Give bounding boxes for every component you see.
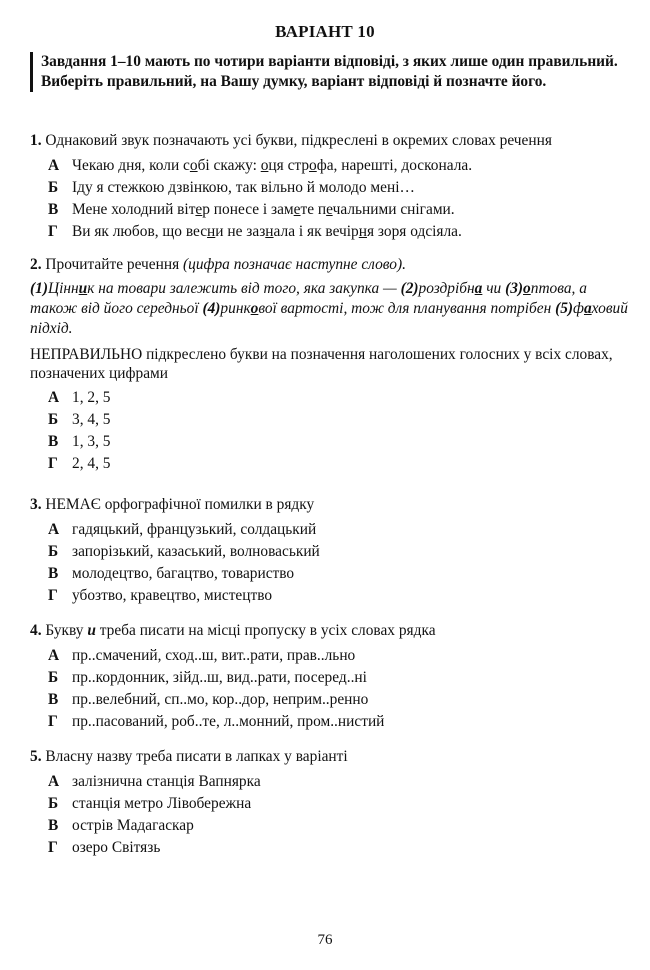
question-1-option-d[interactable]: Г Ви як любов, що весни не зазнала і як вечірня зоря одсіяла. bbox=[48, 222, 462, 240]
question-2 bbox=[30, 254, 630, 474]
question-5 bbox=[30, 746, 630, 858]
question-2-option-b[interactable]: Б 3, 4, 5 bbox=[48, 410, 111, 428]
question-4-option-b[interactable]: Б пр..кордонник, зійд..ш, вид..рати, посеред..ні bbox=[48, 668, 367, 686]
question-3-option-a[interactable]: А гадяцький, французький, солдацький bbox=[48, 520, 317, 538]
question-5-option-b[interactable]: Б станція метро Лівобережна bbox=[48, 794, 252, 812]
instruction-block: Завдання 1–10 мають по чотири варіанти відповіді, з яких лише один правильний. Виберіть правильний, на Вашу думку, варіант відповіді й позначте його. bbox=[30, 52, 631, 92]
question-1-option-b[interactable]: Б Іду я стежкою дзвінкою, так вільно й молодо мені… bbox=[48, 178, 415, 196]
question-3 bbox=[30, 494, 630, 606]
question-4-option-d[interactable]: Г пр..пасований, роб..те, л..монний, пром..нистий bbox=[48, 712, 385, 730]
question-3-option-d[interactable]: Г убозтво, кравецтво, мистецтво bbox=[48, 586, 273, 604]
question-4 bbox=[30, 620, 630, 732]
question-5-option-a[interactable]: А залізнична станція Вапнярка bbox=[48, 772, 261, 790]
question-3-option-c[interactable]: В молодецтво, багацтво, товариство bbox=[48, 564, 295, 582]
question-1 bbox=[30, 130, 630, 242]
question-4-option-c[interactable]: В пр..велебний, сп..мо, кор..дор, неприм..ренно bbox=[48, 690, 369, 708]
question-1-head: 1. Однаковий звук позначають усі букви, підкреслені в окремих словах речення bbox=[30, 132, 552, 149]
question-3-option-b[interactable]: Б запорізький, казаський, волноваський bbox=[48, 542, 320, 560]
question-5-head: 5. Власну назву треба писати в лапках у варіанті bbox=[30, 748, 348, 765]
question-1-option-c[interactable]: В Мене холодний вітер понесе і замете печальними снігами. bbox=[48, 200, 455, 218]
question-2-option-a[interactable]: А 1, 2, 5 bbox=[48, 388, 111, 406]
variant-title: ВАРІАНТ 10 bbox=[275, 22, 375, 41]
question-5-option-c[interactable]: В острів Мадагаскар bbox=[48, 816, 194, 834]
question-1-option-a[interactable]: А Чекаю дня, коли собі скажу: оця строфа, нарешті, досконала. bbox=[48, 156, 473, 174]
question-2-head: 2. Прочитайте речення (цифра позначає наступне слово). bbox=[30, 256, 406, 273]
question-3-head: 3. НЕМАЄ орфографічної помилки в рядку bbox=[30, 496, 315, 513]
question-2-statement: НЕПРАВИЛЬНО підкреслено букви на позначення наголошених голосних у всіх словах, позначених цифрами bbox=[30, 346, 613, 382]
question-4-option-a[interactable]: А пр..смачений, сход..ш, вит..рати, прав..льно bbox=[48, 646, 356, 664]
question-4-head: 4. Букву и треба писати на місці пропуску в усіх словах рядка bbox=[30, 622, 436, 639]
page-number: 76 bbox=[317, 932, 333, 948]
question-2-sentence: (1)Цінник на товари залежить від того, яка закупка — (2)роздрібна чи (3)оптова, а також від його середньої (4)ринкової вартості, тож для планування потрібен (5)фаховий підхід. bbox=[30, 280, 628, 337]
question-2-option-c[interactable]: В 1, 3, 5 bbox=[48, 432, 111, 450]
question-2-option-d[interactable]: Г 2, 4, 5 bbox=[48, 454, 111, 472]
question-5-option-d[interactable]: Г озеро Світязь bbox=[48, 838, 161, 856]
